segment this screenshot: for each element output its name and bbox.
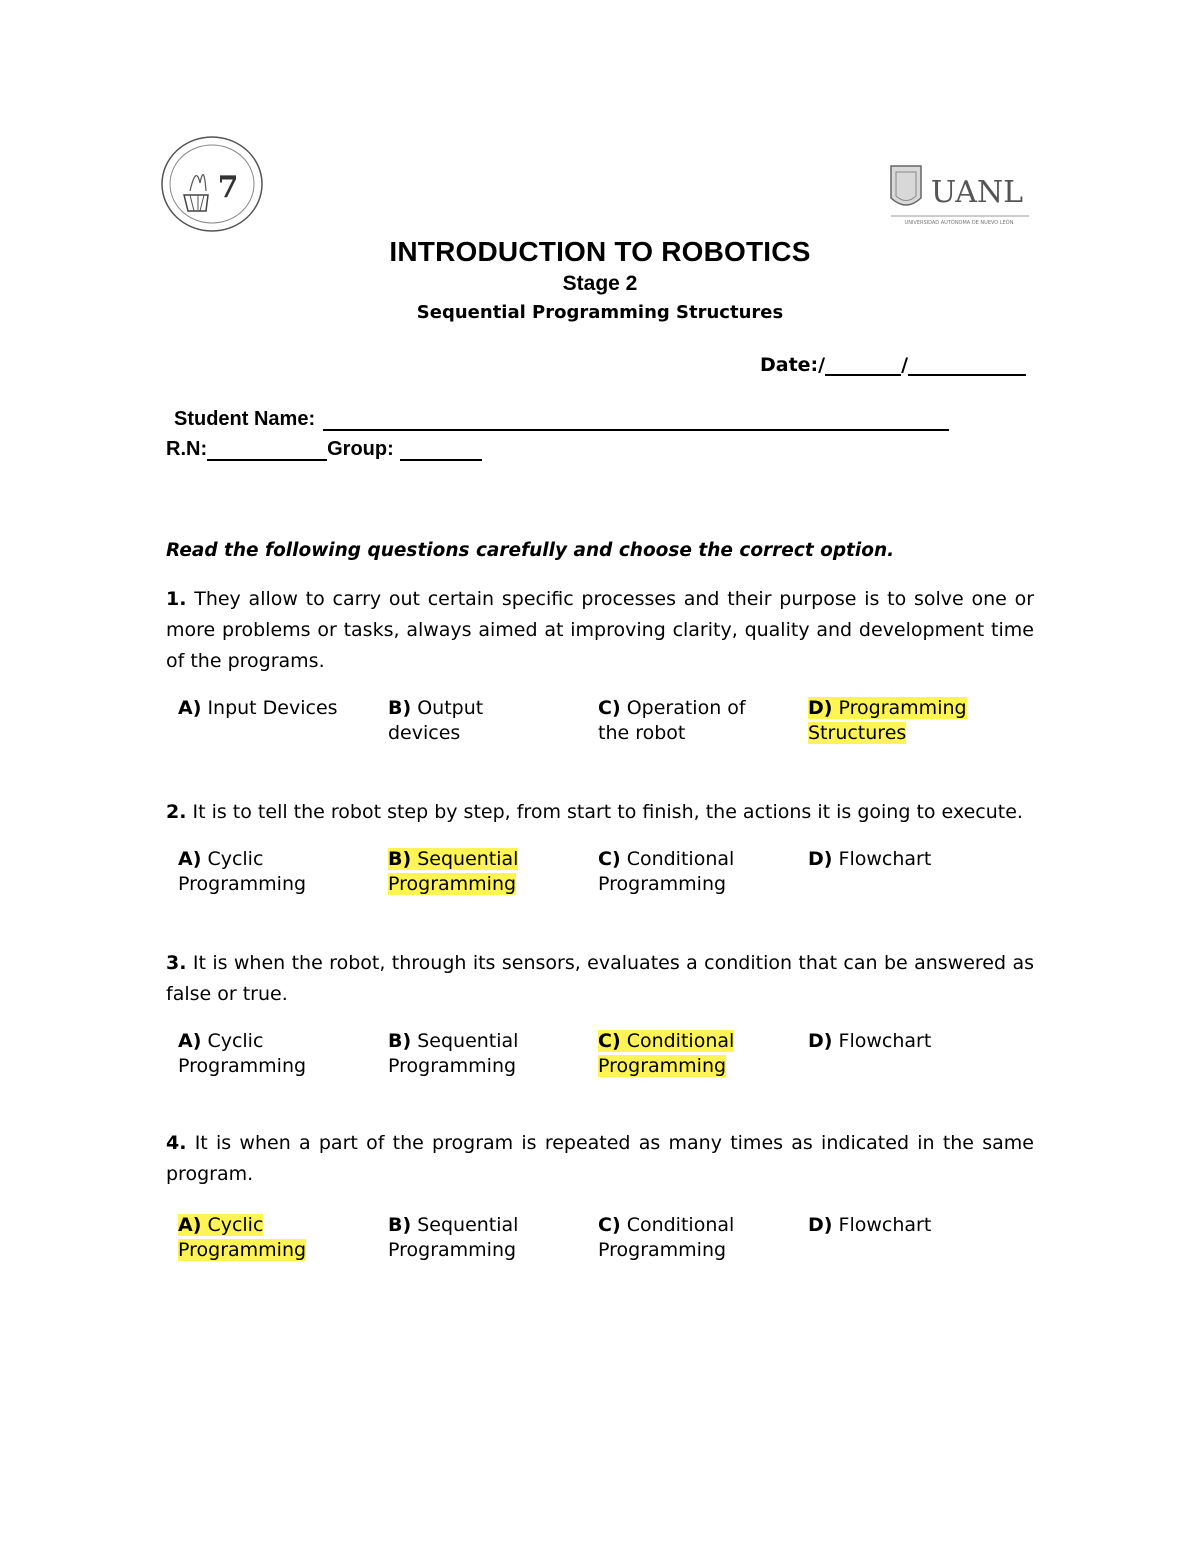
question-text: It is to tell the robot step by step, from start to finish, the actions it is going to execute.	[192, 801, 1023, 823]
option-b[interactable]: B) Sequential Programming	[388, 1030, 519, 1077]
option-c-selected[interactable]: C) Conditional Programming	[598, 1030, 735, 1077]
stage-label: Stage 2	[562, 272, 638, 295]
student-name-field	[174, 408, 949, 431]
option-c[interactable]: C) Conditional Programming	[598, 1214, 735, 1261]
question-4	[166, 1128, 1034, 1190]
option-b-selected[interactable]: B) Sequential Programming	[388, 848, 519, 895]
option-d[interactable]: D) Flowchart	[808, 848, 932, 870]
uanl-logo	[885, 158, 1033, 230]
school-seal-logo	[160, 135, 264, 233]
date-blank-year[interactable]	[908, 356, 1026, 376]
student-name-blank[interactable]	[323, 411, 949, 431]
option-a-selected[interactable]: A) Cyclic Programming	[178, 1214, 307, 1261]
question-number: 4.	[166, 1132, 187, 1154]
question-4-options	[178, 1213, 1018, 1263]
group-label: Group:	[327, 438, 394, 460]
question-text: They allow to carry out certain specific processes and their purpose is to solve one or more problems or tasks, always aimed at improving clarity, quality and development time of the programs.	[166, 588, 1034, 672]
rn-label: R.N:	[166, 438, 208, 460]
question-number: 3.	[166, 952, 187, 974]
document-subtitle: Sequential Programming Structures	[416, 302, 784, 323]
question-1	[166, 584, 1034, 677]
question-3-options	[178, 1029, 1018, 1079]
option-a[interactable]: A) Input Devices	[178, 697, 338, 719]
option-c[interactable]: C) Operation of the robot	[598, 697, 746, 744]
uanl-wordmark: UANL	[930, 175, 1024, 210]
option-a[interactable]: A) Cyclic Programming	[178, 848, 307, 895]
rn-group-field	[166, 438, 482, 461]
seal-number: 7	[217, 170, 239, 205]
rn-blank[interactable]	[207, 441, 327, 461]
question-1-options	[178, 696, 1018, 746]
option-d[interactable]: D) Flowchart	[808, 1030, 932, 1052]
instructions: Read the following questions carefully and choose the correct option.	[166, 540, 895, 561]
date-blank-day[interactable]	[825, 356, 901, 376]
question-text: It is when a part of the program is repeated as many times as indicated in the same program.	[166, 1132, 1034, 1185]
question-number: 2.	[166, 801, 187, 823]
question-number: 1.	[166, 588, 187, 610]
group-blank[interactable]	[400, 441, 482, 461]
question-2-options	[178, 847, 1018, 897]
option-d-selected[interactable]: D) Programming Structures	[808, 697, 967, 744]
question-text: It is when the robot, through its sensors, evaluates a condition that can be answered as false or true.	[166, 952, 1034, 1005]
option-b[interactable]: B) Output devices	[388, 697, 484, 744]
option-b[interactable]: B) Sequential Programming	[388, 1214, 519, 1261]
student-name-label: Student Name:	[174, 408, 316, 430]
option-d[interactable]: D) Flowchart	[808, 1214, 932, 1236]
question-3	[166, 948, 1034, 1010]
date-field	[760, 354, 1026, 376]
date-label: Date:/	[760, 354, 826, 376]
option-c[interactable]: C) Conditional Programming	[598, 848, 735, 895]
question-2	[166, 797, 1034, 828]
document-title: INTRODUCTION TO ROBOTICS	[389, 236, 811, 267]
uanl-caption: UNIVERSIDAD AUTÓNOMA DE NUEVO LEÓN	[904, 220, 1014, 226]
option-a[interactable]: A) Cyclic Programming	[178, 1030, 307, 1077]
date-separator: /	[901, 354, 909, 376]
